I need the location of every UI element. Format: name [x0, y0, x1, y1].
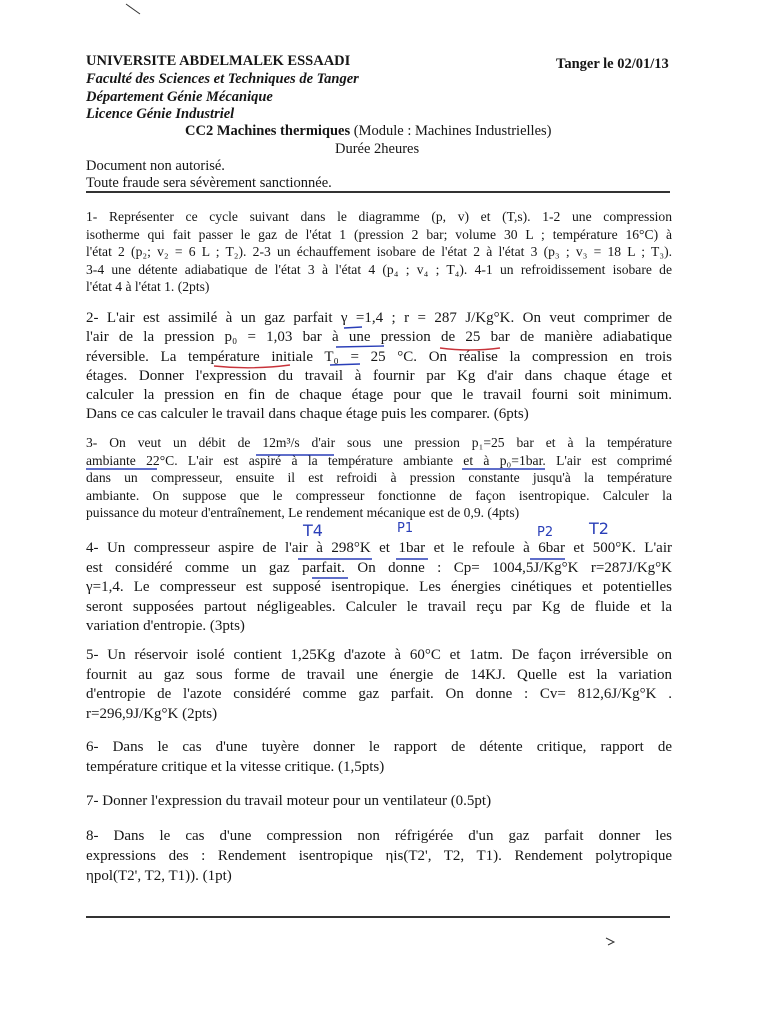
q4-line: est considéré comme un gaz parfait. On donne : Cp= 1004,5J/Kg°K r=287J/Kg°K [86, 559, 672, 576]
question-5 [86, 646, 672, 724]
q1-line: 3-4 une détente adiabatique de l'état 3 à l'état 4 (p₄ ; v₄ ; T₄). 4-1 un refroidissement isobare de [86, 261, 672, 277]
header-divider [86, 191, 670, 193]
footer-divider [86, 916, 670, 918]
handwritten-t4: T4 [303, 521, 323, 540]
q4-line: variation d'entropie. (3pts) [86, 618, 245, 634]
question-2 [86, 309, 672, 425]
scan-arrow [606, 938, 614, 945]
q2-line: réversible. La température initiale T₀ = 25 °C. On réalise la compression en trois [86, 348, 672, 365]
q5-line: d'entropie de l'azote considéré comme gaz parfait. On donne : Cv= 812,6J/Kg°K . [86, 686, 672, 702]
q3-line: ambiante 22°C. L'air est aspiré à la température ambiante et à p₀=1bar. L'air est comprimé [86, 452, 672, 468]
q1-line: 1- Représenter ce cycle suivant dans le diagramme (p, v) et (T,s). 1-2 une compression [86, 209, 672, 224]
q7-line: 7- Donner l'expression du travail moteur pour un ventilateur (0.5pt) [86, 793, 492, 809]
university-name: UNIVERSITE ABDELMALEK ESSAADI [86, 53, 351, 69]
handwritten-p2: P2 [537, 525, 554, 540]
q5-line: r=296,9J/Kg°K (2pts) [86, 705, 218, 722]
q3-line: 3- On veut un débit de 12m³/s d'air sous une pression p₁=25 bar et à la température [86, 435, 672, 450]
q8-line: expressions des : Rendement isentropique ηis(T2', T2, T1). Rendement polytropique [86, 848, 672, 864]
q3-line: ambiante. On suppose que le compresseur fonctionne de façon isentropique. Calculer la [86, 487, 672, 503]
exam-title-line [185, 123, 551, 140]
exam-title: CC2 Machines thermiques [185, 123, 351, 139]
q5-line: fournit au gaz sous forme de travail une énergie de 14KJ. Quelle est la variation [86, 666, 672, 683]
question-4 [86, 539, 672, 637]
q3-line: puissance du moteur d'entraînement, Le rendement mécanique est de 0,9. (4pts) [86, 505, 520, 520]
scan-mark [126, 4, 140, 14]
q1-line: isotherme qui fait passer le gaz de l'état 1 (pression 2 bar; volume 30 L ; température 16°C) à [86, 226, 672, 242]
city-date: Tanger le 02/01/13 [556, 56, 669, 72]
faculty-name: Faculté des Sciences et Techniques de Tanger [86, 71, 359, 87]
q1-line: l'état 2 (p₂; v₂ = 6 L ; T₂). 2-3 un échauffement isobare de l'état 2 à l'état 3 (p₃ ; v₃ = 18 L ; T₃). [86, 244, 672, 259]
q4-line: seront supposées partout négligeables. Calculer le travail reçu par Kg de fluide et la [86, 598, 672, 615]
department-name: Département Génie Mécanique [86, 89, 273, 105]
q5-line: 5- Un réservoir isolé contient 1,25Kg d'azote à 60°C et 1atm. De façon irréversible on [86, 647, 672, 663]
handwritten-t2: T2 [589, 519, 609, 538]
handwritten-p1: P1 [397, 521, 414, 536]
q2-line: calculer la pression en fin de chaque étage pour que le travail fourni soit minimum. [86, 387, 672, 404]
q2-line: 2- L'air est assimilé à un gaz parfait γ =1,4 ; r = 287 J/Kg°K. On veut comprimer de [86, 310, 672, 326]
question-6 [86, 737, 672, 777]
licence-name: Licence Génie Industriel [86, 106, 235, 122]
q4-line: γ=1,4. Le compresseur est supposé isentropique. Les énergies cinétiques et potentielles [86, 579, 672, 595]
question-7 [86, 791, 672, 811]
q8-line: 8- Dans le cas d'une compression non réfrigérée d'un gaz parfait donner les [86, 828, 672, 844]
q6-line: 6- Dans le cas d'une tuyère donner le rapport de détente critique, rapport de [86, 739, 672, 755]
q6-line: température critique et la vitesse critique. (1,5pts) [86, 759, 385, 775]
question-3 [86, 434, 672, 522]
exam-duration: Durée 2heures [335, 141, 420, 157]
q4-line: 4- Un compresseur aspire de l'air à 298°K et 1bar et le refoule à 6bar et 500°K. L'air [86, 540, 672, 556]
q3-line: dans un compresseur, ensuite il est refroidi à pression constante jusqu'à la température [86, 470, 672, 485]
q8-line: ηpol(T2', T2, T1)). (1pt) [86, 868, 232, 884]
q2-line: l'air de la pression p₀ = 1,03 bar à une pression de 25 bar de manière adiabatique [86, 329, 672, 346]
q2-line: étages. Donner l'expression du travail à fournir par Kg d'air dans chaque étage et [86, 367, 672, 384]
q1-line: l'état 4 à l'état 1. (2pts) [86, 279, 210, 294]
q2-line: Dans ce cas calculer le travail dans chaque étage puis les comparer. (6pts) [86, 406, 529, 423]
question-1 [86, 208, 672, 296]
note-fraud: Toute fraude sera sévèrement sanctionnée. [86, 175, 332, 191]
exam-module: (Module : Machines Industrielles) [353, 123, 552, 139]
note-documents: Document non autorisé. [86, 158, 225, 174]
question-8 [86, 826, 672, 886]
